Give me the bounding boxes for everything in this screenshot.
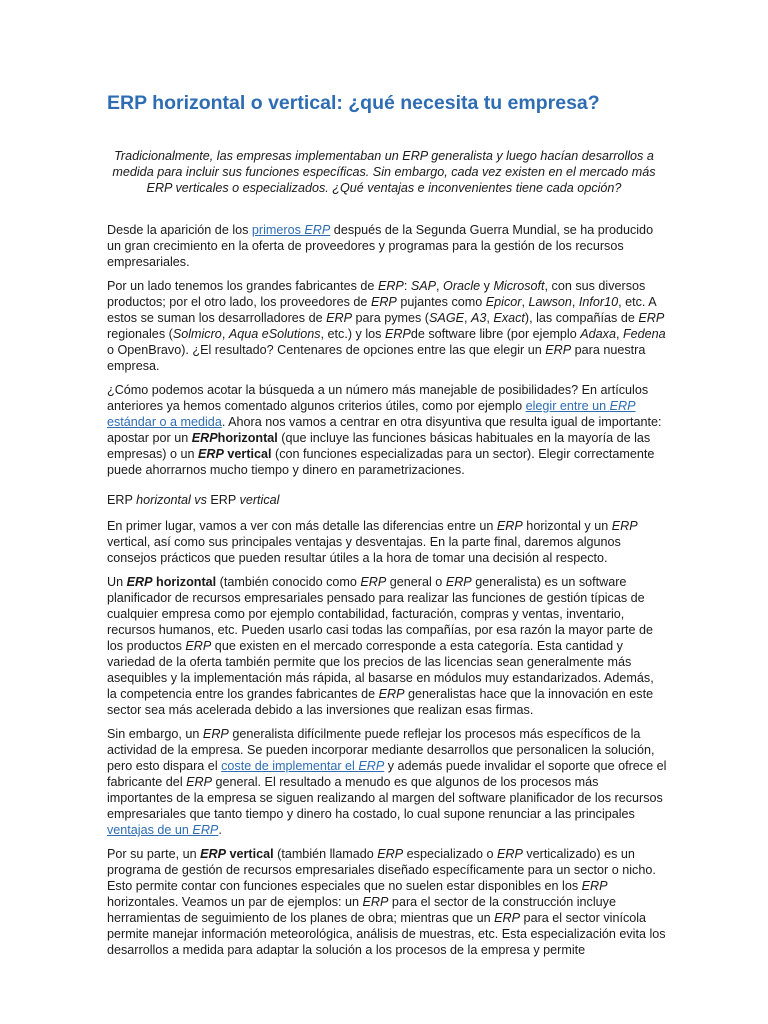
link-ventajas-erp[interactable]: ventajas de un ERP xyxy=(107,823,219,837)
link-coste-implementar-erp[interactable]: coste de implementar el ERP xyxy=(221,759,385,773)
link-primeros-erp[interactable]: primeros ERP xyxy=(251,223,331,237)
paragraph-origins: Desde la aparición de los primeros ERP después de la Segunda Guerra Mundial, se ha producido un gran crecimiento en la oferta de proveedores y programas para la gestión de los recursos empresariales. xyxy=(107,223,654,269)
intro-paragraph: Tradicionalmente, las empresas implementaban un ERP generalista y luego hacían desarrollos a medida para incluir sus funciones específicas. Sin embargo, cada vez existen en el mercado más ERP verticales o especializados. ¿Qué ventajas e inconvenientes tiene cada opción? xyxy=(112,149,656,195)
link-erp-estandar-o-a-medida[interactable]: elegir entre un ERP estándar o a medida xyxy=(107,399,636,429)
paragraph-erp-vertical: Por su parte, un ERP vertical (también llamado ERP especializado o ERP verticalizado) es un programa de gestión de recursos empresariales diseñado específicamente para un sector o nicho. Esto permite contar con funciones especiales que no suelen estar disponibles en los ERP horizontales. Veamos un par de ejemplos: un ERP para el sector de la construcción incluye herramientas de seguimiento de los planes de obra; mientras que un ERP para el sector vinícola permite manejar información meteorológica, análisis de muestras, etc. Esta especialización evita los desarrollos a medida para adaptar la solución a los procesos de la empresa y permite xyxy=(107,847,666,957)
paragraph-vendors: Por un lado tenemos los grandes fabricantes de ERP: SAP, Oracle y Microsoft, con sus diversos productos; por el otro lado, los proveedores de ERP pujantes como Epicor, Lawson, Infor10, etc. A estos se suman los desarrolladores de ERP para pymes (SAGE, A3, Exact), las compañías de ERP regionales (Solmicro, Aqua eSolutions, etc.) y los ERPde software libre (por ejemplo Adaxa, Fedena o OpenBravo). ¿El resultado? Centenares de opciones entre las que elegir un ERP para nuestra empresa. xyxy=(107,279,666,373)
page-title: ERP horizontal o vertical: ¿qué necesita tu empresa? xyxy=(107,92,600,114)
paragraph-criteria: ¿Cómo podemos acotar la búsqueda a un número más manejable de posibilidades? En artículos anteriores ya hemos comentado algunos criterios útiles, como por ejemplo elegir entre un ERP estándar o a medida. Ahora nos vamos a centrar en otra disyuntiva que resulta igual de importante: apostar por un ERPhorizontal (que incluye las funciones básicas habituales en la mayoría de las empresas) o un ERP vertical (con funciones especializadas para un sector). Elegir correctamente puede ahorrarnos mucho tiempo y dinero en parametrizaciones. xyxy=(107,383,662,477)
paragraph-erp-horizontal: Un ERP horizontal (también conocido como ERP general o ERP generalista) es un software planificador de recursos empresariales pensado para realizar las funciones de gestión típicas de cualquier empresa como por ejemplo contabilidad, facturación, compras y ventas, inventario, recursos humanos, etc. Pueden usarlo casi todas las compañías, por esa razón la mayor parte de los productos ERP que existen en el mercado corresponde a esta categoría. Esta cantidad y variedad de la oferta también permite que los precios de las licencias sean generalmente más asequibles y la implementación más rápida, al basarse en módulos muy estandarizados. Además, la competencia entre los grandes fabricantes de ERP generalistas hace que la innovación en este sector sea más acelerada debido a las inversiones que realizan esas firmas. xyxy=(107,575,654,717)
section-subheading: ERP horizontal vs ERP vertical xyxy=(107,493,280,507)
article-body-bottom xyxy=(107,492,667,966)
article-body-top xyxy=(107,222,667,486)
paragraph-differences: En primer lugar, vamos a ver con más detalle las diferencias entre un ERP horizontal y un ERP vertical, así como sus principales ventajas y desventajas. En la parte final, daremos algunos consejos prácticos que pueden resultar útiles a la hora de tomar una decisión al respecto. xyxy=(107,519,638,565)
paragraph-limitations: Sin embargo, un ERP generalista difícilmente puede reflejar los procesos más específicos de la actividad de la empresa. Se pueden incorporar mediante desarrollos que personalicen la solución, pero esto dispara el coste de implementar el ERP y además puede invalidar el soporte que ofrece el fabricante del ERP general. El resultado a menudo es que algunos de los procesos más importantes de la empresa se siguen realizando al margen del software planificador de los recursos empresariales que tanto tiempo y dinero ha costado, lo cual supone renunciar a las principales ventajas de un ERP. xyxy=(107,727,667,837)
